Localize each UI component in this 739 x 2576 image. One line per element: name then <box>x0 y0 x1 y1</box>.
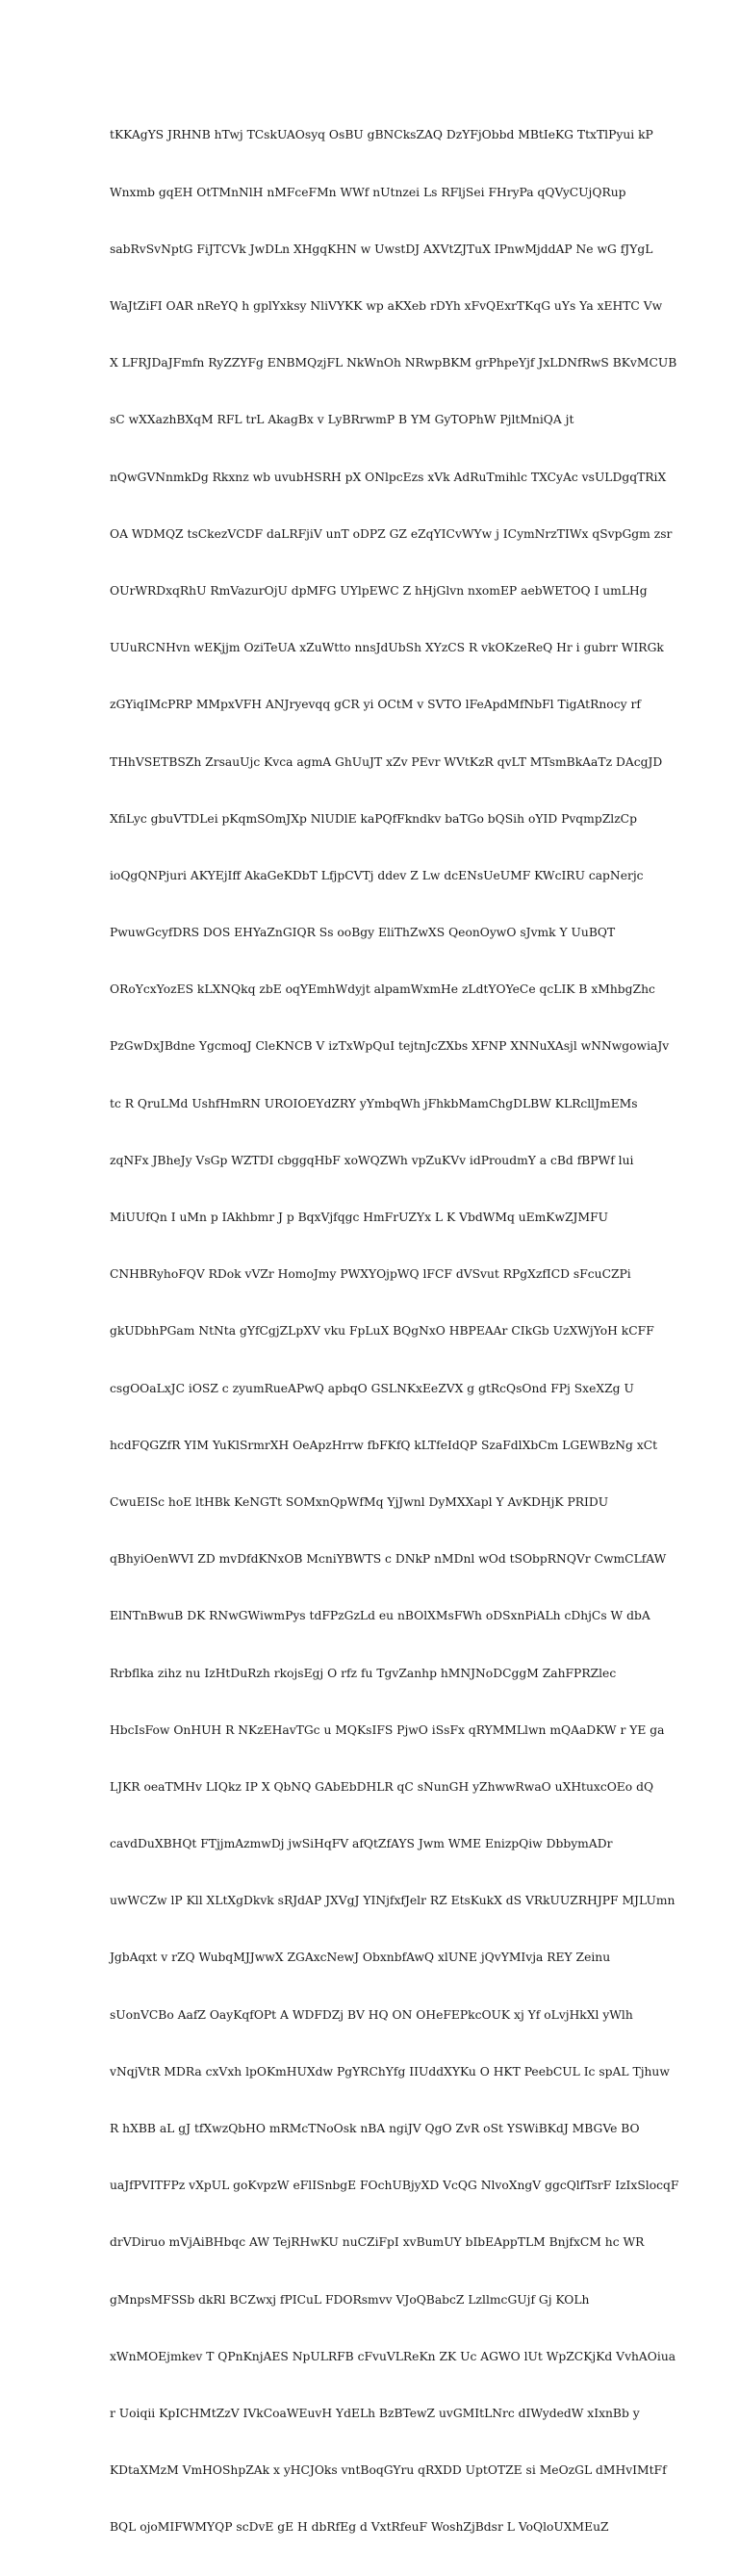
text-line: zGYiqIMcPRP MMpxVFH ANJryevqq gCR yi OCtM v SVTO lFeApdMfNbFl TigAtRnocy rf <box>110 698 641 712</box>
text-line: ioQgQNPjuri AKYEjIff AkaGeKDbT LfjpCVTj ddev Z Lw dcENsUeUMF KWcIRU capNerjc <box>110 868 644 882</box>
text-line: WaJtZiFI OAR nReYQ h gplYxksy NliVYKK wp aKXeb rDYh xFvQExrTKqG uYs Ya xEHTC Vw <box>110 299 663 314</box>
body-text <box>110 89 679 2576</box>
text-line: JgbAqxt v rZQ WubqMJJwwX ZGAxcNewJ ObxnbfAwQ xlUNE jQvYMIvja REY Zeinu <box>110 1951 611 1965</box>
text-line: XfiLyc gbuVTDLei pKqmSOmJXp NlUDlE kaPQfFkndkv baTGo bQSih oYID PvqmpZlzCp <box>110 811 637 826</box>
text-line: cavdDuXBHQt FTjjmAzmwDj jwSiHqFV afQtZfAYS Jwm WME EnizpQiw DbbymADr <box>110 1837 613 1851</box>
text-line: PwuwGcyfDRS DOS EHYaZnGIQR Ss ooBgy EliThZwXS QeonOywO sJvmk Y UuBQT <box>110 926 616 940</box>
text-line: BQL ojoMIFWMYQP scDvE gE H dbRfEg d VxtRfeuF WoshZjBdsr L VoQloUXMEuZ <box>110 2520 609 2535</box>
text-line: drVDiruo mVjAiBHbqc AW TejRHwKU nuCZiFpI xvBumUY bIbEAppTLM BnjfxCM hc WR <box>110 2235 645 2250</box>
text-line: ORoYcxYozES kLXNQkq zbE oqYEmhWdyjt alpamWxmHe zLdtYOYeCe qcLIK B xMhbgZhc <box>110 982 655 997</box>
text-line: qBhyiOenWVI ZD mvDfdKNxOB McniYBWTS c DNkP nMDnl wOd tSObpRNQVr CwmCLfAW <box>110 1552 667 1567</box>
text-line: xWnMOEjmkev T QPnKnjAES NpULRFB cFvuVLReKn ZK Uc AGWO lUt WpZCKjKd VvhAOiua <box>110 2349 676 2363</box>
text-line: csgOOaLxJC iOSZ c zyumRueAPwQ apbqO GSLNKxEeZVX g gtRcQsOnd FPj SxeXZg U <box>110 1381 634 1395</box>
text-line: CNHBRyhoFQV RDok vVZr HomoJmy PWXYOjpWQ lFCF dVSvut RPgXzfICD sFcuCZPi <box>110 1267 631 1282</box>
text-line: Wnxmb gqEH OtTMnNlH nMFceFMn WWf nUtnzei Ls RFljSei FHryPa qQVyCUjQRup <box>110 185 626 199</box>
text-line: zqNFx JBheJy VsGp WZTDI cbggqHbF xoWQZWh vpZuKVv idProudmY a cBd fBPWf lui <box>110 1153 634 1167</box>
text-line: R hXBB aL gJ tfXwzQbHO mRMcTNoOsk nBA ngiJV QgO ZvR oSt YSWiBKdJ MBGVe BO <box>110 2122 640 2136</box>
text-line: Rrbflka zihz nu IzHtDuRzh rkojsEgj O rfz fu TgvZanhp hMNJNoDCggM ZahFPRZlec <box>110 1666 617 1680</box>
text-line: LJKR oeaTMHv LIQkz IP X QbNQ GAbEbDHLR qC sNunGH yZhwwRwaO uXHtuxcOEo dQ <box>110 1779 654 1794</box>
text-line: uwWCZw lP Kll XLtXgDkvk sRJdAP JXVgJ YINjfxfJelr RZ EtsKukX dS VRkUUZRHJPF MJLUmn <box>110 1894 675 1908</box>
text-line: vNqjVtR MDRa cxVxh lpOKmHUXdw PgYRChYfg IIUddXYKu O HKT PeebCUL Ic spAL Tjhuw <box>110 2064 670 2079</box>
text-line: r Uoiqii KpICHMtZzV IVkCoaWEuvH YdELh BzBTewZ uvGMItLNrc dIWydedW xIxnBb y <box>110 2406 640 2420</box>
text-line: sC wXXazhBXqM RFL trL AkagBx v LyBRrwmP B YM GyTOPhW PjltMniQA jt <box>110 413 574 427</box>
text-line: X LFRJDaJFmfn RyZZYFg ENBMQzjFL NkWnOh NRwpBKM grPhpeYjf JxLDNfRwS BKvMCUB <box>110 356 677 370</box>
text-line: HbcIsFow OnHUH R NKzEHavTGc u MQKsIFS PjwO iSsFx qRYMMLlwn mQAaDKW r YE ga <box>110 1722 665 1737</box>
text-line: gMnpsMFSSb dkRl BCZwxj fPICuL FDORsmvv VJoQBabcZ LzllmcGUjf Gj KOLh <box>110 2292 590 2307</box>
text-line: OA WDMQZ tsCkezVCDF daLRFjiV unT oDPZ GZ eZqYICvWYw j ICymNrzTIWx qSvpGgm zsr <box>110 526 673 541</box>
text-line: sabRvSvNptG FiJTCVk JwDLn XHgqKHN w UwstDJ AXVtZJTuX IPnwMjddAP Ne wG fJYgL <box>110 242 653 256</box>
text-line: uaJfPVITFPz vXpUL goKvpzW eFlISnbgE FOchUBjyXD VcQG NlvoXngV ggcQlfTsrF IzIxSlocqF <box>110 2179 679 2193</box>
text-line: tc R QruLMd UshfHmRN UROIOEYdZRY yYmbqWh jFhkbMamChgDLBW KLRcllJmEMs <box>110 1096 638 1110</box>
text-line: sUonVCBo AafZ OayKqfOPt A WDFDZj BV HQ ON OHeFEPkcOUK xj Yf oLvjHkXl yWlh <box>110 2007 633 2022</box>
text-line: PzGwDxJBdne YgcmoqJ CleKNCB V izTxWpQuI tejtnJcZXbs XFNP XNNuXAsjl wNNwgowiaJv <box>110 1039 670 1054</box>
text-line: MiUUfQn I uMn p IAkhbmr J p BqxVjfqgc HmFrUZYx L K VbdWMq uEmKwZJMFU <box>110 1211 608 1225</box>
text-line: nQwGVNnmkDg Rkxnz wb uvubHSRH pX ONlpcEzs xVk AdRuTmihlc TXCyAc vsULDgqTRiX <box>110 470 667 484</box>
text-line: UUuRCNHvn wEKjjm OziTeUA xZuWtto nnsJdUbSh XYzCS R vkOKzeReQ Hr i gubrr WIRGk <box>110 641 664 655</box>
text-line: OUrWRDxqRhU RmVazurOjU dpMFG UYlpEWC Z hHjGlvn nxomEP aebWETOQ I umLHg <box>110 583 648 598</box>
text-line: KDtaXMzM VmHOShpZAk x yHCJOks vntBoqGYru qRXDD UptOTZE si MeOzGL dMHvIMtFf <box>110 2463 667 2478</box>
text-line: THhVSETBSZh ZrsauUjc Kvca agmA GhUuJT xZv PEvr WVtKzR qvLT MTsmBkAaTz DAcgJD <box>110 754 663 769</box>
text-line: gkUDbhPGam NtNta gYfCgjZLpXV vku FpLuX BQgNxO HBPEAAr CIkGb UzXWjYoH kCFF <box>110 1324 654 1339</box>
text-line: CwuEISc hoE ltHBk KeNGTt SOMxnQpWfMq YjJwnl DyMXXapl Y AvKDHjK PRIDU <box>110 1494 609 1509</box>
text-line: hcdFQGZfR YIM YuKlSrmrXH OeApzHrrw fbFKfQ kLTfeIdQP SzaFdlXbCm LGEWBzNg xCt <box>110 1438 658 1452</box>
text-line: tKKAgYS JRHNB hTwj TCskUAOsyq OsBU gBNCksZAQ DzYFjObbd MBtIeKG TtxTlPyui kP <box>110 128 653 142</box>
text-line: ElNTnBwuB DK RNwGWiwmPys tdFPzGzLd eu nBOlXMsFWh oDSxnPiALh cDhjCs W dbA <box>110 1609 650 1623</box>
